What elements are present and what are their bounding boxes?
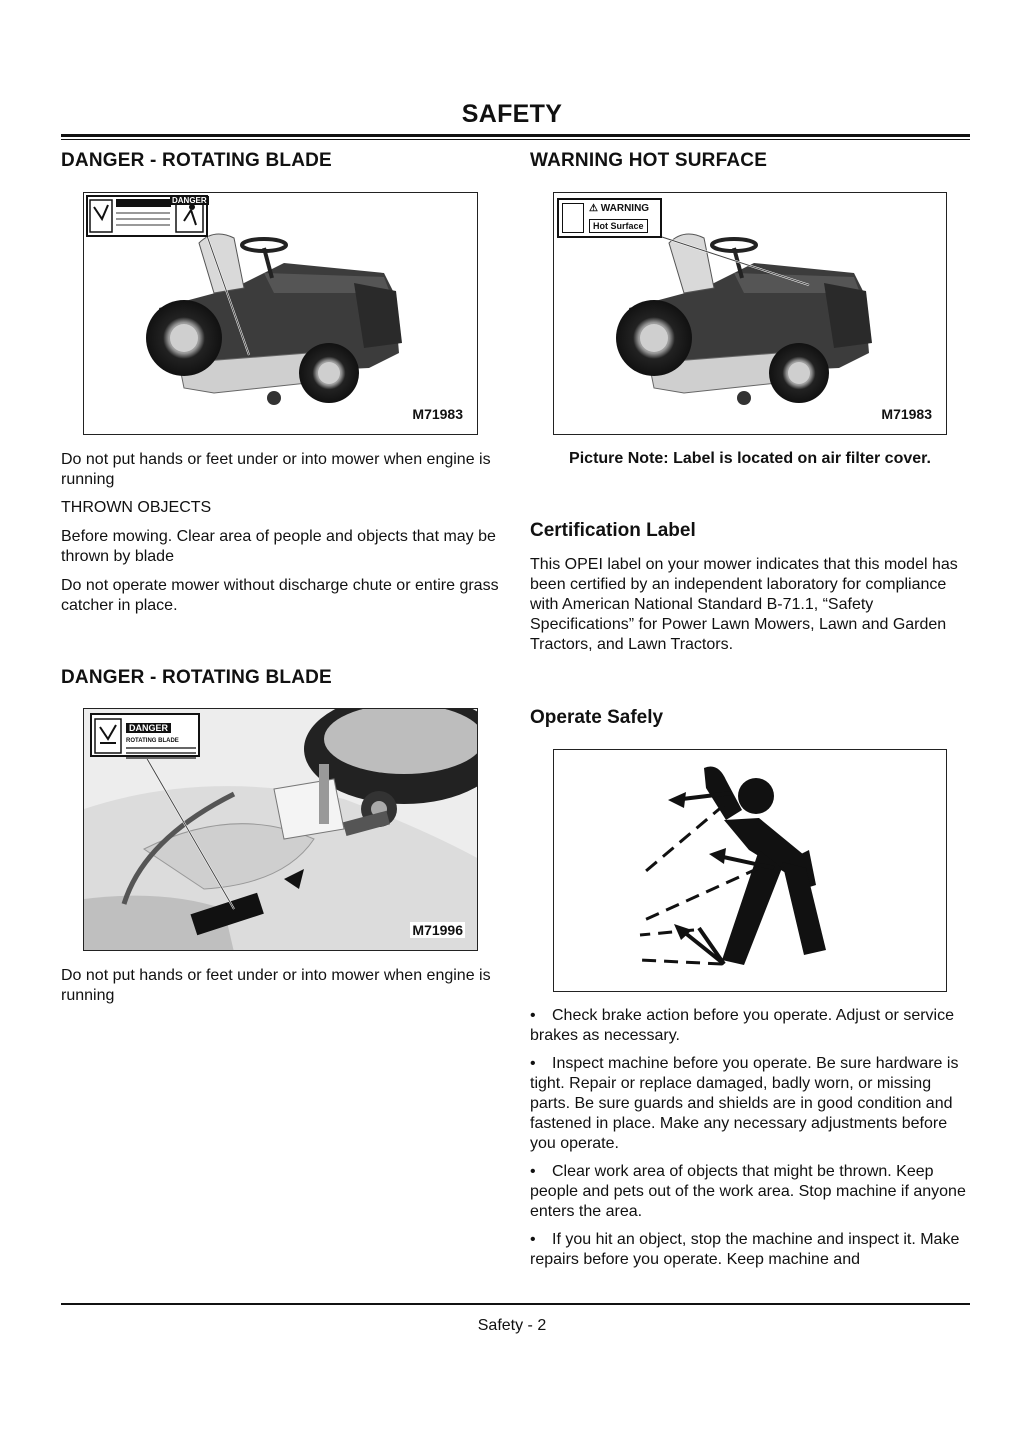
decal-sub-label: ROTATING BLADE	[126, 738, 179, 744]
warning-decal	[557, 198, 662, 238]
figure-tractor-blade-decal	[83, 192, 478, 435]
page-title: SAFETY	[461, 100, 563, 128]
bullet-item: • If you hit an object, stop the machine and inspect it. Make repairs before you operate. Keep machine and	[530, 1231, 960, 1268]
picture-note: Picture Note: Label is located on air filter cover.	[569, 450, 931, 467]
figure-thrown-objects-pictogram	[553, 749, 947, 992]
paragraph-hands-feet: Do not put hands or feet under or into mower when engine is running	[61, 451, 491, 488]
figure-code: M71983	[412, 406, 463, 422]
paragraph-before-mowing: Before mowing. Clear area of people and objects that may be thrown by blade	[61, 528, 496, 565]
decal-pictogram-icon	[94, 717, 124, 755]
section-heading-hot-surface: WARNING HOT SURFACE	[530, 150, 768, 171]
section-text-danger-blade	[61, 450, 501, 616]
bullet-item: • Check brake action before you operate. Adjust or service brakes as necessary.	[530, 1007, 954, 1044]
section-heading-operate-safely: Operate Safely	[530, 707, 664, 728]
decal-tag-label: ⚠ WARNING	[589, 203, 650, 214]
bullet-item: • Clear work area of objects that might be thrown. Keep people and pets out of the work area. Stop machine if anyone enters the area.	[530, 1163, 966, 1220]
header-rule	[61, 134, 970, 137]
section-heading-certification: Certification Label	[530, 520, 696, 541]
figure-code: M71983	[881, 406, 932, 422]
section-heading-danger-blade-2: DANGER - ROTATING BLADE	[61, 667, 332, 688]
bullet-item: • Inspect machine before you operate. Be sure hardware is tight. Repair or replace damaged, badly worn, or missing parts. Be sure guards and shields are in good condition and fastened in place. Make any necessary adjustments before you operate.	[530, 1055, 959, 1152]
decal-sub-label: Hot Surface	[589, 219, 648, 233]
header-rule-thin	[61, 139, 970, 140]
footer-rule	[61, 1303, 970, 1305]
decal-tag-label-hidden: DANGER	[172, 196, 207, 205]
paragraph-certification: This OPEI label on your mower indicates that this model has been certified by an independent laboratory for compliance with American National Standard B-71.1, “Safety Specifications” for Power Lawn Mowers, Lawn and Garden Tractors, and Lawn Tractors.	[530, 556, 958, 653]
paragraph-discharge-chute: Do not operate mower without discharge chute or entire grass catcher in place.	[61, 577, 499, 614]
figure-code: M71996	[412, 922, 463, 938]
figure-mower-deck-decal	[83, 708, 478, 951]
section-heading-danger-blade: DANGER - ROTATING BLADE	[61, 150, 332, 171]
thrown-objects-icon	[554, 750, 947, 992]
paragraph-hands-feet-2: Do not put hands or feet under or into mower when engine is running	[61, 967, 491, 1004]
paragraph-thrown-objects: THROWN OBJECTS	[61, 499, 212, 516]
page-footer: Safety - 2	[477, 1317, 547, 1334]
section-text-danger-blade-2	[61, 966, 501, 1006]
decal-pictogram-icon	[562, 203, 584, 233]
decal-tag-label: DANGER	[126, 723, 171, 733]
danger-decal-rotating-blade	[90, 713, 200, 757]
figure-tractor-hot-surface	[553, 192, 947, 435]
operate-safely-bullets	[530, 1006, 970, 1278]
